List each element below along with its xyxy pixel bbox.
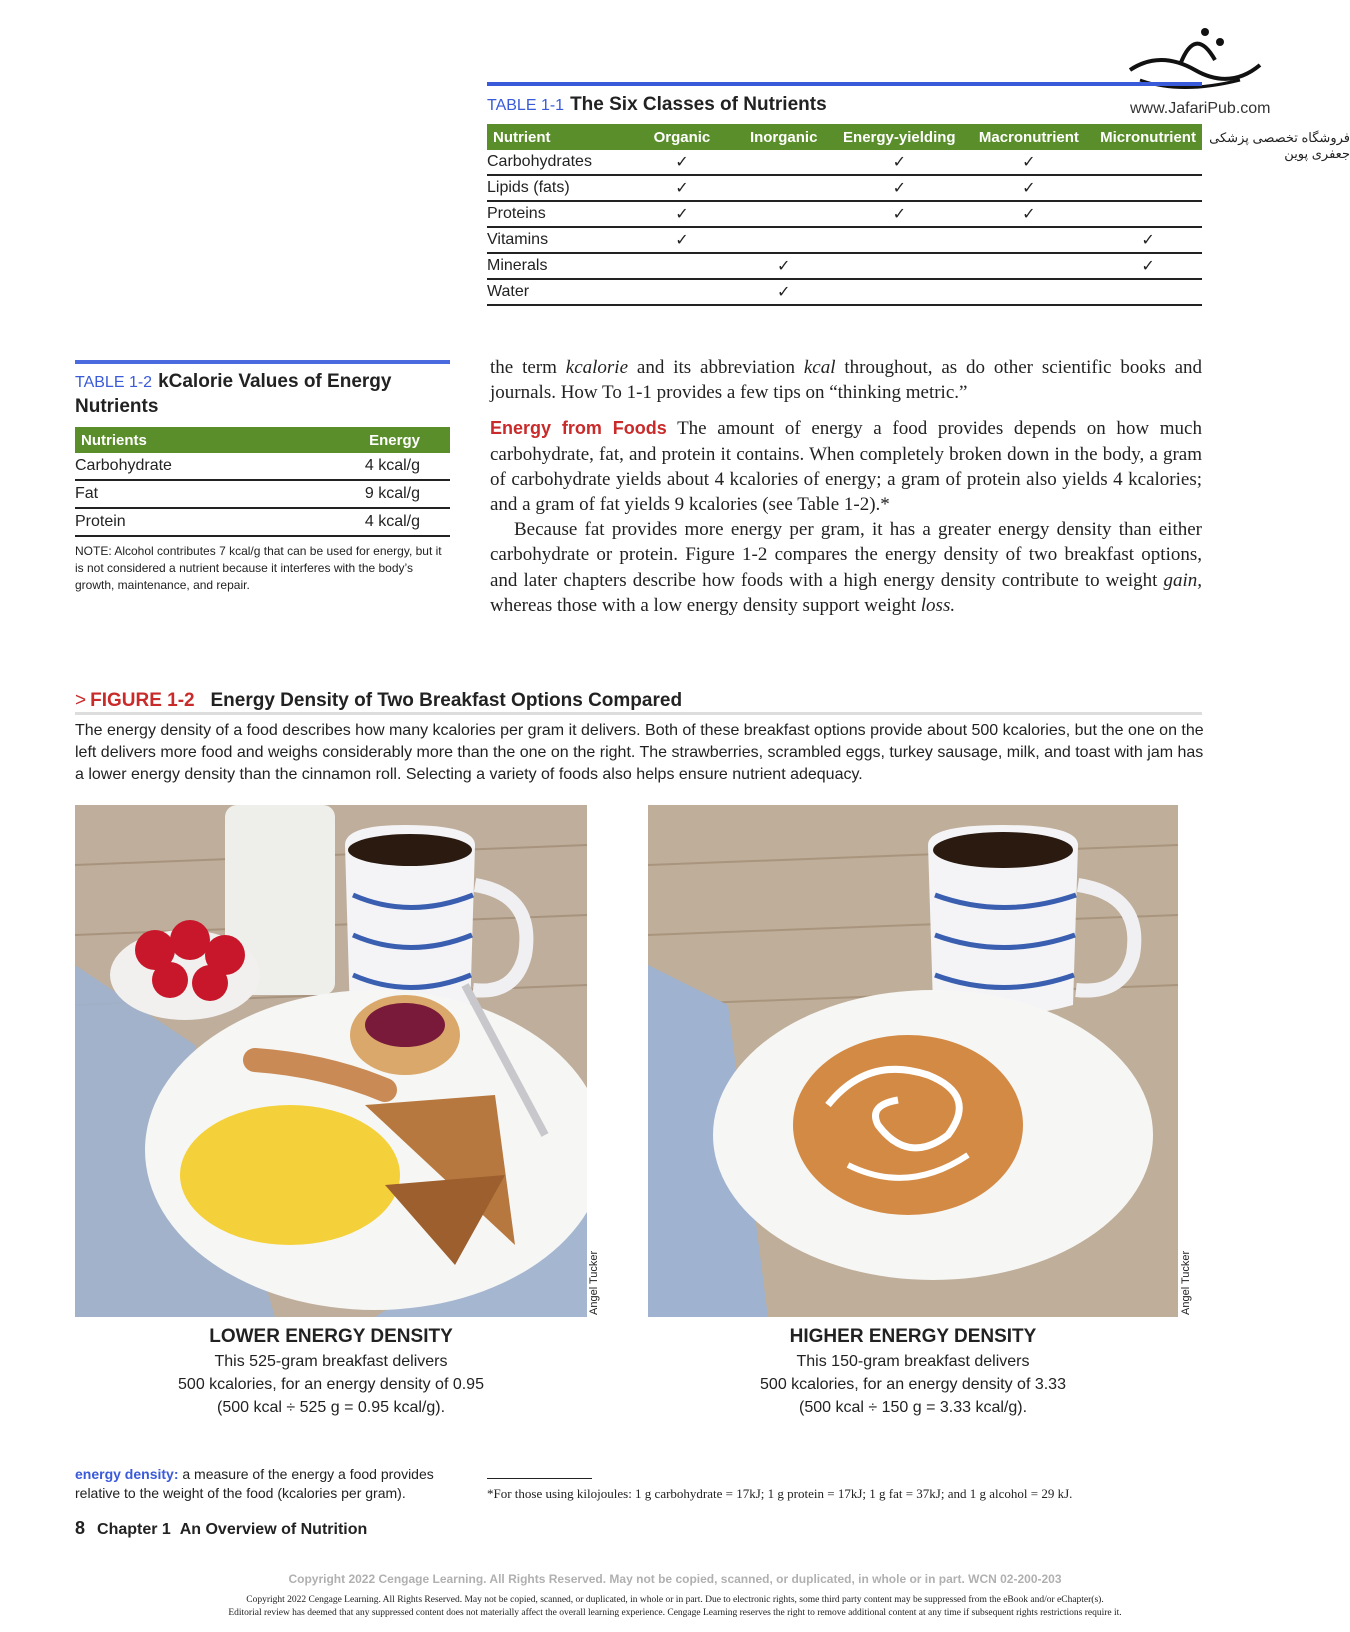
column-header: Organic [632, 124, 733, 150]
caption-line: This 150-gram breakfast delivers [796, 1353, 1030, 1370]
footnote-rule [487, 1478, 592, 1479]
glossary-term: energy density: [75, 1466, 179, 1482]
empty-cell [835, 227, 964, 253]
empty-cell [732, 227, 835, 253]
lower-energy-text [75, 1350, 587, 1419]
figure-caption: The energy density of a food describes how many kcalories per gram it delivers. Both of these breakfast options provide about 500 kcalories, but the one on the left delivers more food and weighs considerably more than the one on the right. The strawberries, scrambled eggs, turkey sausage, milk, and toast with jam has a lower energy density than the cinnamon roll. Selecting a variety of foods also helps ensure nutrient adequacy. [75, 722, 1204, 783]
text: throughout, as do other scientific books and journals. How To 1-1 provides a few tips on “thinking metric.” [490, 357, 1203, 404]
italic-term: gain, [1163, 569, 1202, 591]
figure-arrow-icon: > [75, 690, 87, 711]
watermark-url[interactable]: www.JafariPub.com [1130, 100, 1271, 117]
nutrient-name: Water [487, 279, 632, 305]
empty-cell [1094, 201, 1202, 227]
column-header: Nutrient [487, 124, 632, 150]
check-icon: ✓ [732, 279, 835, 305]
caption-line: 500 kcalories, for an energy density of 3.33 [760, 1376, 1066, 1393]
empty-cell [1094, 279, 1202, 305]
caption-line: 500 kcalories, for an energy density of 0.95 [178, 1376, 484, 1393]
photo-lower-energy-breakfast [75, 805, 587, 1317]
italic-term: kcalorie [565, 357, 629, 378]
table-title-text: The Six Classes of Nutrients [570, 94, 827, 115]
photo-credit: Angel Tucker [588, 1250, 600, 1315]
empty-cell [835, 253, 964, 279]
check-icon: ✓ [1094, 253, 1202, 279]
table-row [487, 201, 1202, 227]
header-nutrients: Nutrients [75, 427, 273, 453]
body-text [490, 355, 1202, 618]
table-top-rule [75, 360, 450, 364]
copyright-line: Editorial review has deemed that any suppressed content does not materially affect the overall learning experience. Cengage Learning reserves the right to remove additional content at any time if subsequent rights restrictions require it. [228, 1608, 1122, 1618]
nutrient-name: Carbohydrate [75, 453, 273, 480]
watermark-tagline: فروشگاه تخصصی پزشکی جعفری پوین [1209, 130, 1350, 161]
higher-energy-text [648, 1350, 1178, 1419]
table-kcalorie-values [75, 360, 450, 594]
energy-value: 4 kcal/g [273, 508, 450, 536]
copyright-notice [80, 1594, 1270, 1620]
nutrient-name: Protein [75, 508, 273, 536]
empty-cell [632, 253, 733, 279]
energy-value: 9 kcal/g [273, 480, 450, 508]
check-icon: ✓ [835, 175, 964, 201]
check-icon: ✓ [835, 150, 964, 175]
empty-cell [732, 150, 835, 175]
page-number: 8 [75, 1518, 86, 1538]
table-row [75, 480, 450, 508]
header-energy: Energy [273, 427, 450, 453]
glossary-definition: a measure of the energy a food provides relative to the weight of the food (kcalories per gram). [75, 1466, 434, 1501]
chapter-title: An Overview of Nutrition [179, 1521, 368, 1538]
column-header: Energy-yielding [835, 124, 964, 150]
copyright-line: Copyright 2022 Cengage Learning. All Rights Reserved. May not be copied, scanned, or duplicated, in whole or in part. Due to electronic rights, some third party content may be suppressed from the eBook and/or eChapter(s). [246, 1595, 1104, 1605]
table-note: NOTE: Alcohol contributes 7 kcal/g that can be used for energy, but it is not considered a nutrient because it interferes with the body’s growth, maintenance, and repair. [75, 544, 442, 592]
nutrient-name: Fat [75, 480, 273, 508]
check-icon: ✓ [964, 175, 1094, 201]
table-top-rule [487, 82, 1202, 86]
empty-cell [732, 175, 835, 201]
table-row [75, 508, 450, 536]
empty-cell [632, 279, 733, 305]
empty-cell [1094, 150, 1202, 175]
caption-line: (500 kcal ÷ 150 g = 3.33 kcal/g). [798, 1399, 1028, 1416]
nutrient-name: Proteins [487, 201, 632, 227]
table-title-text: kCalorie Values of Energy Nutrients [75, 371, 392, 417]
table-title [75, 370, 450, 419]
column-header: Micronutrient [1094, 124, 1202, 150]
column-header: Inorganic [732, 124, 835, 150]
lower-energy-heading: LOWER ENERGY DENSITY [209, 1326, 453, 1347]
table-label: TABLE 1-1 [487, 97, 565, 114]
table-row [487, 227, 1202, 253]
nutrient-table [487, 124, 1202, 306]
kcal-table [75, 427, 450, 537]
glossary-entry [75, 1465, 455, 1503]
check-icon: ✓ [632, 201, 733, 227]
column-header: Macronutrient [964, 124, 1094, 150]
table-six-classes [487, 82, 1202, 306]
empty-cell [1094, 175, 1202, 201]
check-icon: ✓ [632, 150, 733, 175]
nutrient-name: Vitamins [487, 227, 632, 253]
figure-title: Energy Density of Two Breakfast Options Compared [210, 690, 683, 711]
table-row [487, 253, 1202, 279]
caption-line: (500 kcal ÷ 525 g = 0.95 kcal/g). [216, 1399, 446, 1416]
table-row [75, 453, 450, 480]
table-row [487, 175, 1202, 201]
table-title [487, 94, 1202, 116]
check-icon: ✓ [1094, 227, 1202, 253]
text: whereas those with a low energy density support weight [490, 594, 921, 616]
figure-rule [75, 712, 1202, 715]
paragraph [490, 517, 1202, 618]
table-label: TABLE 1-2 [75, 374, 153, 391]
run-in-heading: Energy from Foods [490, 418, 667, 439]
table-row [487, 150, 1202, 175]
empty-cell [964, 279, 1094, 305]
text: The amount of energy a food provides depends on how much carbohydrate, fat, and protein it contains. When completely broken down in the body, a gram of carbohydrate yields about 4 kcalories of energy; a gram of protein also yields 4 kcalories; and a gram of fat yields 9 kcalories (see Table 1-2).* [490, 418, 1202, 516]
photo-credit: Angel Tucker [1180, 1250, 1192, 1315]
empty-cell [732, 201, 835, 227]
cinnamon-roll-illustration [648, 805, 1178, 1317]
nutrient-name: Lipids (fats) [487, 175, 632, 201]
breakfast-illustration [75, 805, 587, 1317]
photo-higher-energy-breakfast [648, 805, 1178, 1317]
figure-heading [75, 690, 1202, 712]
paragraph [490, 355, 1202, 405]
energy-value: 4 kcal/g [273, 453, 450, 480]
caption-line: This 525-gram breakfast delivers [214, 1353, 448, 1370]
check-icon: ✓ [732, 253, 835, 279]
text: the term [490, 357, 566, 378]
text: Because fat provides more energy per gram, it has a greater energy density than either carbohydrate or protein. Figure 1-2 compares the energy density of two breakfast options, and later chapters describe how foods with a high energy density contribute to weight [490, 519, 1202, 591]
check-icon: ✓ [632, 227, 733, 253]
copyright-banner: Copyright 2022 Cengage Learning. All Rights Reserved. May not be copied, scanned, or duplicated, in whole or in part. WCN 02-200-203 [288, 1572, 1062, 1586]
footnote: *For those using kilojoules: 1 g carbohydrate = 17kJ; 1 g protein = 17kJ; 1 g fat = 37kJ; and 1 g alcohol = 29 kJ. [487, 1486, 1073, 1501]
nutrient-name: Minerals [487, 253, 632, 279]
text: and its abbreviation [628, 357, 804, 378]
paragraph [490, 416, 1202, 517]
check-icon: ✓ [632, 175, 733, 201]
chapter-number: Chapter 1 [97, 1521, 171, 1538]
italic-term: loss. [920, 594, 956, 616]
page-footer [75, 1518, 367, 1539]
figure-label: FIGURE 1-2 [90, 690, 195, 711]
empty-cell [964, 227, 1094, 253]
higher-energy-heading: HIGHER ENERGY DENSITY [789, 1326, 1037, 1347]
check-icon: ✓ [964, 201, 1094, 227]
table-row [487, 279, 1202, 305]
italic-term: kcal [803, 357, 836, 378]
check-icon: ✓ [964, 150, 1094, 175]
nutrient-name: Carbohydrates [487, 150, 632, 175]
empty-cell [835, 279, 964, 305]
check-icon: ✓ [835, 201, 964, 227]
empty-cell [964, 253, 1094, 279]
